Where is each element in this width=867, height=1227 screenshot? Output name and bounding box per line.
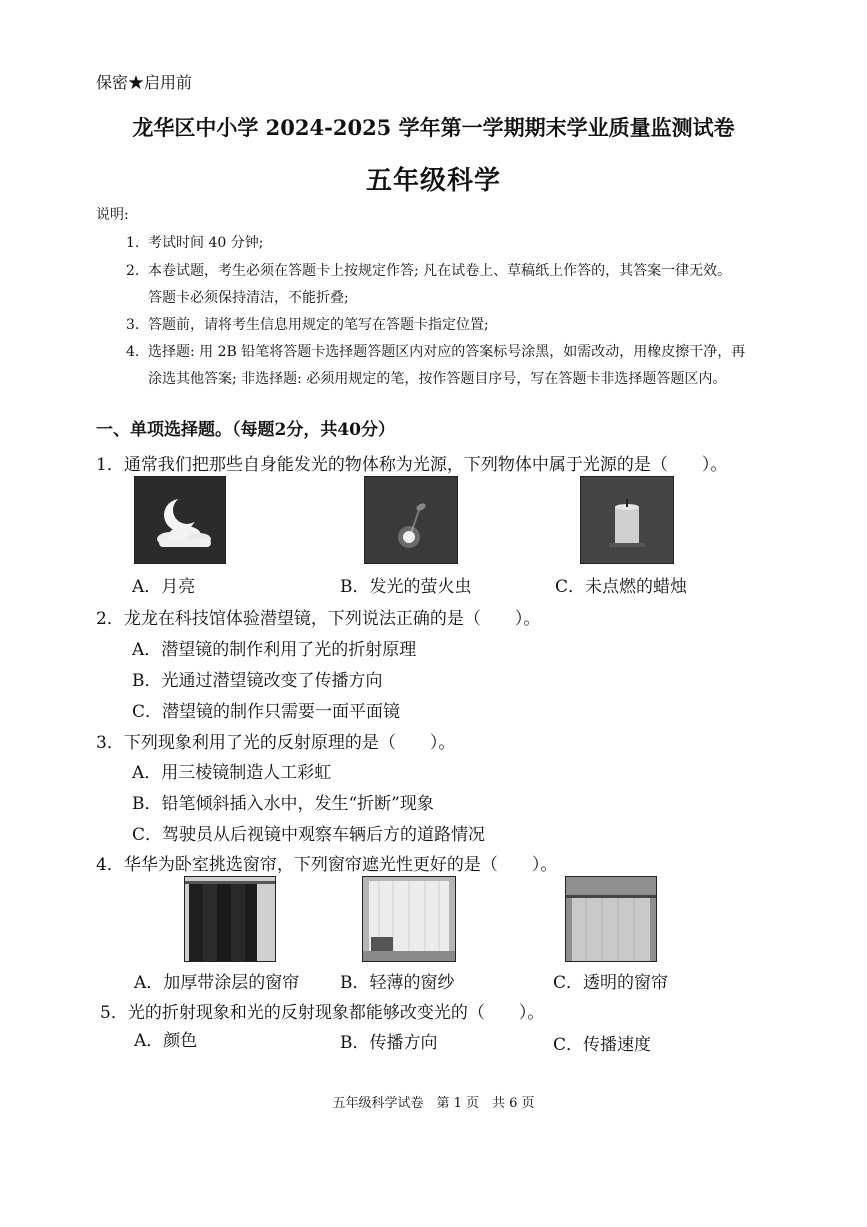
instruction-text: 答题前，请将考生信息用规定的笔写在答题卡指定位置;	[148, 317, 489, 333]
question-3-option-b: B．铅笔倾斜插入水中，发生“折断”现象	[132, 794, 434, 814]
question-3-option-a: A．用三棱镜制造人工彩虹	[132, 763, 332, 783]
question-3-option-c: C．驾驶员从后视镜中观察车辆后方的道路情况	[132, 825, 486, 845]
question-2-stem: 2．龙龙在科技馆体验潜望镜，下列说法正确的是（ ）。	[96, 609, 541, 629]
question-2-option-a: A．潜望镜的制作利用了光的折射原理	[132, 640, 417, 660]
question-4-option-a: A．加厚带涂层的窗帘	[134, 973, 300, 993]
confidential-label: 保密★启用前	[96, 73, 193, 92]
instruction-item	[126, 341, 745, 361]
question-5-stem: 5．光的折射现象和光的反射现象都能够改变光的（ ）。	[100, 1003, 545, 1023]
instruction-item	[126, 232, 263, 252]
instruction-text: 选择题: 用 2B 铅笔将答题卡选择题答题区内对应的答案标号涂黑，如需改动，用橡皮擦干净，再	[148, 344, 746, 360]
question-3-stem: 3．下列现象利用了光的反射原理的是（ ）。	[96, 733, 456, 753]
clear-curtain-image	[565, 876, 657, 962]
question-4-stem: 4．华华为卧室挑选窗帘，下列窗帘遮光性更好的是（ ）。	[96, 855, 558, 875]
instruction-number: 2.	[126, 263, 140, 279]
question-1-stem: 1．通常我们把那些自身能发光的物体称为光源，下列物体中属于光源的是（ ）。	[96, 455, 728, 475]
sheer-curtain-image	[362, 876, 456, 962]
instruction-item	[126, 260, 731, 280]
instructions-heading: 说明:	[96, 207, 129, 223]
thick-curtain-image	[184, 876, 276, 962]
instruction-number: 1.	[126, 235, 140, 251]
question-1-option-b: B．发光的萤火虫	[340, 577, 472, 597]
instruction-text: 本卷试题，考生必须在答题卡上按规定作答; 凡在试卷上、草稿纸上作答的，其答案一律无效。	[148, 263, 732, 279]
instruction-text: 考试时间 40 分钟;	[148, 235, 264, 251]
question-2-option-c: C．潜望镜的制作只需要一面平面镜	[132, 702, 401, 722]
moon-image	[134, 476, 226, 564]
instruction-number: 4.	[126, 344, 140, 360]
question-1-option-a: A．月亮	[132, 577, 196, 597]
question-1-option-c: C．未点燃的蜡烛	[555, 577, 688, 597]
question-5-option-b: B．传播方向	[340, 1033, 438, 1053]
instruction-text: 涂选其他答案; 非选择题: 必须用规定的笔，按作答题目序号，写在答题卡非选择题答题区内。	[148, 371, 727, 387]
question-4-option-b: B．轻薄的窗纱	[340, 973, 455, 993]
subject-title: 五年级科学	[365, 166, 501, 196]
instruction-item	[126, 314, 489, 334]
question-2-option-b: B．光通过潜望镜改变了传播方向	[132, 671, 383, 691]
question-5-option-a: A．颜色	[134, 1031, 198, 1051]
question-4-option-c: C．透明的窗帘	[553, 973, 669, 993]
instruction-number: 3.	[126, 317, 140, 333]
firefly-image	[364, 476, 458, 564]
exam-title: 龙华区中小学 2024-2025 学年第一学期期末学业质量监测试卷	[132, 115, 735, 140]
instruction-text: 答题卡必须保持清洁，不能折叠;	[148, 290, 349, 306]
section-title: 一、单项选择题。（每题2分，共40分）	[96, 420, 395, 440]
candle-image	[580, 476, 674, 564]
page-footer: 五年级科学试卷 第 1 页 共 6 页	[332, 1096, 535, 1111]
question-5-option-c: C．传播速度	[553, 1035, 652, 1055]
